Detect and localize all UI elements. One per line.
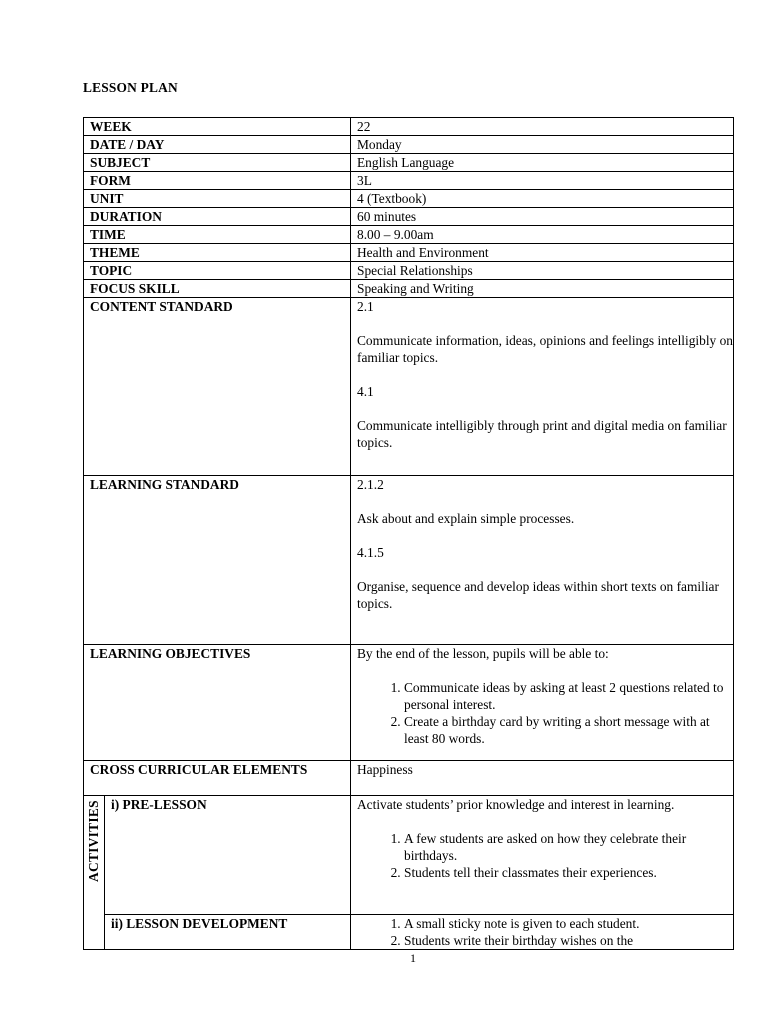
content-standard-text-2: Communicate intelligibly through print and digital media on familiar topics. <box>357 418 727 450</box>
row-topic <box>84 262 734 280</box>
learning-standard-text-1: Ask about and explain simple processes. <box>357 511 575 526</box>
value-lesson-development <box>351 915 734 950</box>
label-cross-curricular: CROSS CURRICULAR ELEMENTS <box>84 761 351 796</box>
row-content-standard <box>84 298 734 476</box>
list-item: 1. A few students are asked on how they celebrate their birthdays. <box>404 830 733 864</box>
label-time: TIME <box>84 226 351 244</box>
row-learning-objectives <box>84 645 734 761</box>
value-time: 8.00 – 9.00am <box>351 226 734 244</box>
label-week: WEEK <box>84 118 351 136</box>
label-unit: UNIT <box>84 190 351 208</box>
activities-vertical-label: ACTIVITIES <box>86 800 101 882</box>
value-duration: 60 minutes <box>351 208 734 226</box>
row-learning-standard <box>84 476 734 645</box>
learning-standard-code-1: 2.1.2 <box>357 477 384 492</box>
label-learning-standard: LEARNING STANDARD <box>84 476 351 645</box>
row-date-day <box>84 136 734 154</box>
value-theme: Health and Environment <box>351 244 734 262</box>
value-week: 22 <box>351 118 734 136</box>
learning-standard-code-2: 4.1.5 <box>357 545 384 560</box>
content-standard-code-1: 2.1 <box>357 299 374 314</box>
pre-lesson-list <box>357 830 733 881</box>
value-content-standard <box>351 298 734 476</box>
label-form: FORM <box>84 172 351 190</box>
learning-standard-text-2: Organise, sequence and develop ideas within short texts on familiar topics. <box>357 579 719 611</box>
value-focus-skill: Speaking and Writing <box>351 280 734 298</box>
row-week <box>84 118 734 136</box>
row-pre-lesson <box>84 796 734 915</box>
row-duration <box>84 208 734 226</box>
document-title: LESSON PLAN <box>83 80 178 95</box>
label-content-standard: CONTENT STANDARD <box>84 298 351 476</box>
pre-lesson-intro: Activate students’ prior knowledge and interest in learning. <box>357 797 675 812</box>
list-item: 2. Students write their birthday wishes on the <box>404 932 733 949</box>
list-item: 2. Students tell their classmates their experiences. <box>404 864 733 881</box>
row-form <box>84 172 734 190</box>
row-cross-curricular <box>84 761 734 796</box>
label-pre-lesson: i) PRE-LESSON <box>105 796 351 915</box>
list-item: 1. A small sticky note is given to each student. <box>404 915 733 932</box>
value-subject: English Language <box>351 154 734 172</box>
value-pre-lesson <box>351 796 734 915</box>
label-lesson-development: ii) LESSON DEVELOPMENT <box>105 915 351 950</box>
label-topic: TOPIC <box>84 262 351 280</box>
content-standard-code-2: 4.1 <box>357 384 374 399</box>
list-item: 2. Create a birthday card by writing a short message with at least 80 words. <box>404 713 733 747</box>
row-focus-skill <box>84 280 734 298</box>
value-date-day: Monday <box>351 136 734 154</box>
list-item: 1. Communicate ideas by asking at least 2 questions related to personal interest. <box>404 679 733 713</box>
value-form: 3L <box>351 172 734 190</box>
value-cross-curricular: Happiness <box>351 761 734 796</box>
page-number: 1 <box>410 951 416 965</box>
row-theme <box>84 244 734 262</box>
activities-side-cell <box>84 796 105 950</box>
label-date-day: DATE / DAY <box>84 136 351 154</box>
learning-objectives-list <box>357 679 733 747</box>
row-subject <box>84 154 734 172</box>
label-duration: DURATION <box>84 208 351 226</box>
row-time <box>84 226 734 244</box>
learning-objectives-intro: By the end of the lesson, pupils will be able to: <box>357 646 609 661</box>
lesson-plan-table <box>83 117 734 950</box>
value-learning-standard <box>351 476 734 645</box>
value-learning-objectives <box>351 645 734 761</box>
label-theme: THEME <box>84 244 351 262</box>
lesson-development-list <box>357 915 733 949</box>
content-standard-text-1: Communicate information, ideas, opinions and feelings intelligibly on familiar topics. <box>357 333 733 365</box>
label-learning-objectives: LEARNING OBJECTIVES <box>84 645 351 761</box>
value-topic: Special Relationships <box>351 262 734 280</box>
row-lesson-development <box>84 915 734 950</box>
label-subject: SUBJECT <box>84 154 351 172</box>
label-focus-skill: FOCUS SKILL <box>84 280 351 298</box>
row-unit <box>84 190 734 208</box>
value-unit: 4 (Textbook) <box>351 190 734 208</box>
